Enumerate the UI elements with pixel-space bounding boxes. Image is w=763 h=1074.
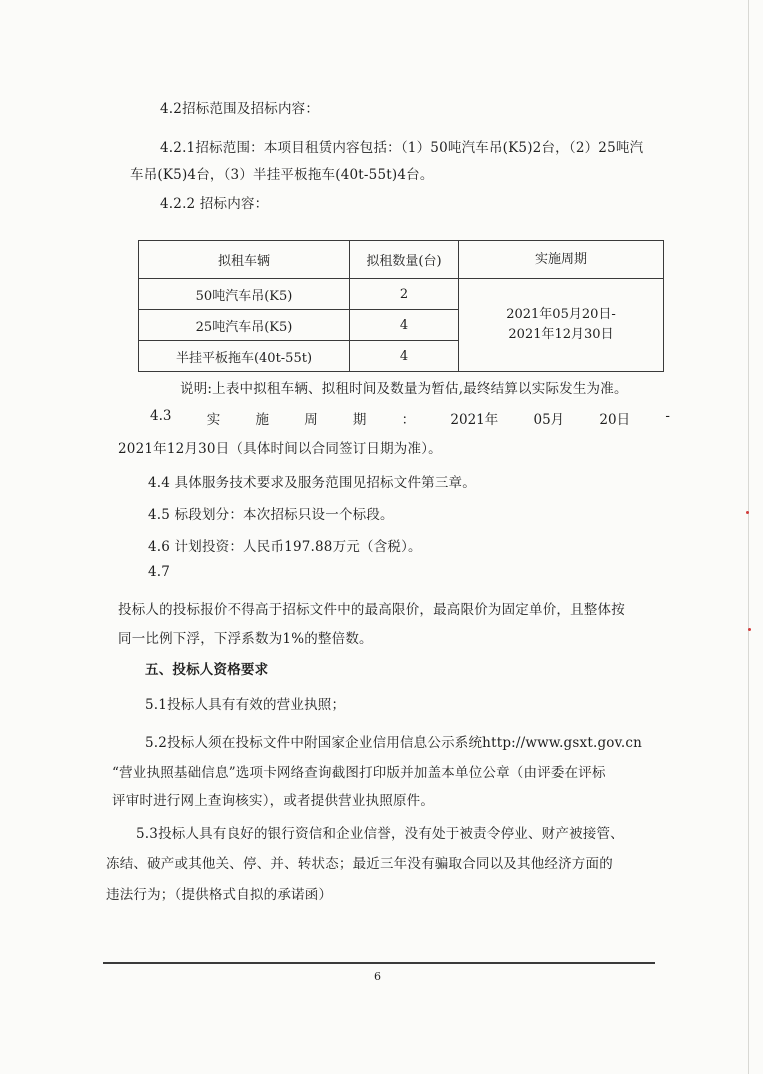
cell-period	[459, 279, 664, 372]
table-header-row	[139, 241, 664, 279]
scan-mark	[746, 511, 749, 514]
s43-part: 实	[206, 412, 221, 428]
section-4-4: 4.4 具体服务技术要求及服务范围见招标文件第三章。	[148, 475, 476, 491]
vehicle-rental-table	[138, 240, 664, 372]
cell-quantity: 2	[350, 279, 459, 310]
header-period: 实施周期	[459, 241, 664, 279]
page-edge	[748, 0, 749, 1074]
s43-part: -	[665, 408, 670, 424]
cell-vehicle: 25吨汽车吊(K5)	[139, 310, 350, 341]
section-5-2-line-2: “营业执照基础信息”选项卡网络查询截图打印版并加盖本单位公章（由评委在评标	[112, 765, 606, 781]
section-4-2-2-heading: 4.2.2 招标内容：	[160, 196, 269, 212]
cell-quantity: 4	[350, 341, 459, 372]
period-line-2: 2021年12月30日	[508, 327, 614, 342]
section-5-2-line-1: 5.2投标人须在投标文件中附国家企业信用信息公示系统http://www.gsxt.gov.cn	[145, 735, 642, 751]
section-4-2-heading: 4.2招标范围及招标内容：	[160, 101, 320, 117]
section-4-7-line-2: 同一比例下浮，下浮系数为1%的整倍数。	[118, 631, 373, 647]
section-5-3-line-1: 5.3投标人具有良好的银行资信和企业信誉，没有处于被责令停业、财产被接管、	[136, 826, 624, 842]
cell-vehicle: 半挂平板拖车(40t-55t)	[139, 341, 350, 372]
header-vehicle: 拟租车辆	[139, 241, 350, 279]
s43-part: ：	[401, 412, 416, 428]
header-quantity: 拟租数量(台)	[350, 241, 459, 279]
s43-part: 4.3	[150, 408, 172, 424]
section-4-2-1-line-1: 4.2.1招标范围：本项目租赁内容包括：（1）50吨汽车吊(K5)2台，（2）25吨汽	[160, 140, 644, 156]
s43-part: 施	[255, 412, 269, 428]
section-5-title: 五、投标人资格要求	[145, 662, 269, 678]
table-note: 说明:上表中拟租车辆、拟租时间及数量为暂估,最终结算以实际发生为准。	[180, 381, 628, 397]
section-4-2-1-line-2: 车吊(K5)4台，（3）半挂平板拖车(40t-55t)4台。	[130, 167, 434, 183]
section-5-1: 5.1投标人具有有效的营业执照；	[145, 697, 346, 713]
s43-part: 期	[352, 412, 367, 428]
cell-vehicle: 50吨汽车吊(K5)	[139, 279, 350, 310]
footer-rule	[103, 962, 655, 964]
s43-part: 05月	[533, 412, 565, 428]
page-number: 6	[374, 970, 381, 983]
table-row	[139, 279, 664, 310]
section-4-5: 4.5 标段划分：本次招标只设一个标段。	[148, 507, 394, 523]
section-4-7-line-1: 投标人的投标报价不得高于招标文件中的最高限价，最高限价为固定单价，且整体按	[118, 602, 625, 618]
section-4-3-line-1	[150, 408, 670, 428]
section-4-7-label: 4.7	[148, 564, 171, 580]
section-4-6: 4.6 计划投资：人民币197.88万元（含税）。	[148, 539, 422, 555]
period-line-1: 2021年05月20日-	[506, 307, 616, 322]
section-4-3-line-2: 2021年12月30日（具体时间以合同签订日期为准）。	[118, 441, 442, 457]
section-5-2-line-3: 评审时进行网上查询核实），或者提供营业执照原件。	[112, 793, 435, 809]
s43-part: 2021年	[450, 412, 499, 428]
cell-quantity: 4	[350, 310, 459, 341]
section-5-3-line-2: 冻结、破产或其他关、停、并、转状态；最近三年没有骗取合同以及其他经济方面的	[106, 856, 613, 872]
s43-part: 周	[304, 412, 318, 428]
section-5-3-line-3: 违法行为；（提供格式自拟的承诺函）	[106, 887, 333, 903]
scan-mark	[748, 628, 751, 631]
s43-part: 20日	[599, 412, 631, 428]
